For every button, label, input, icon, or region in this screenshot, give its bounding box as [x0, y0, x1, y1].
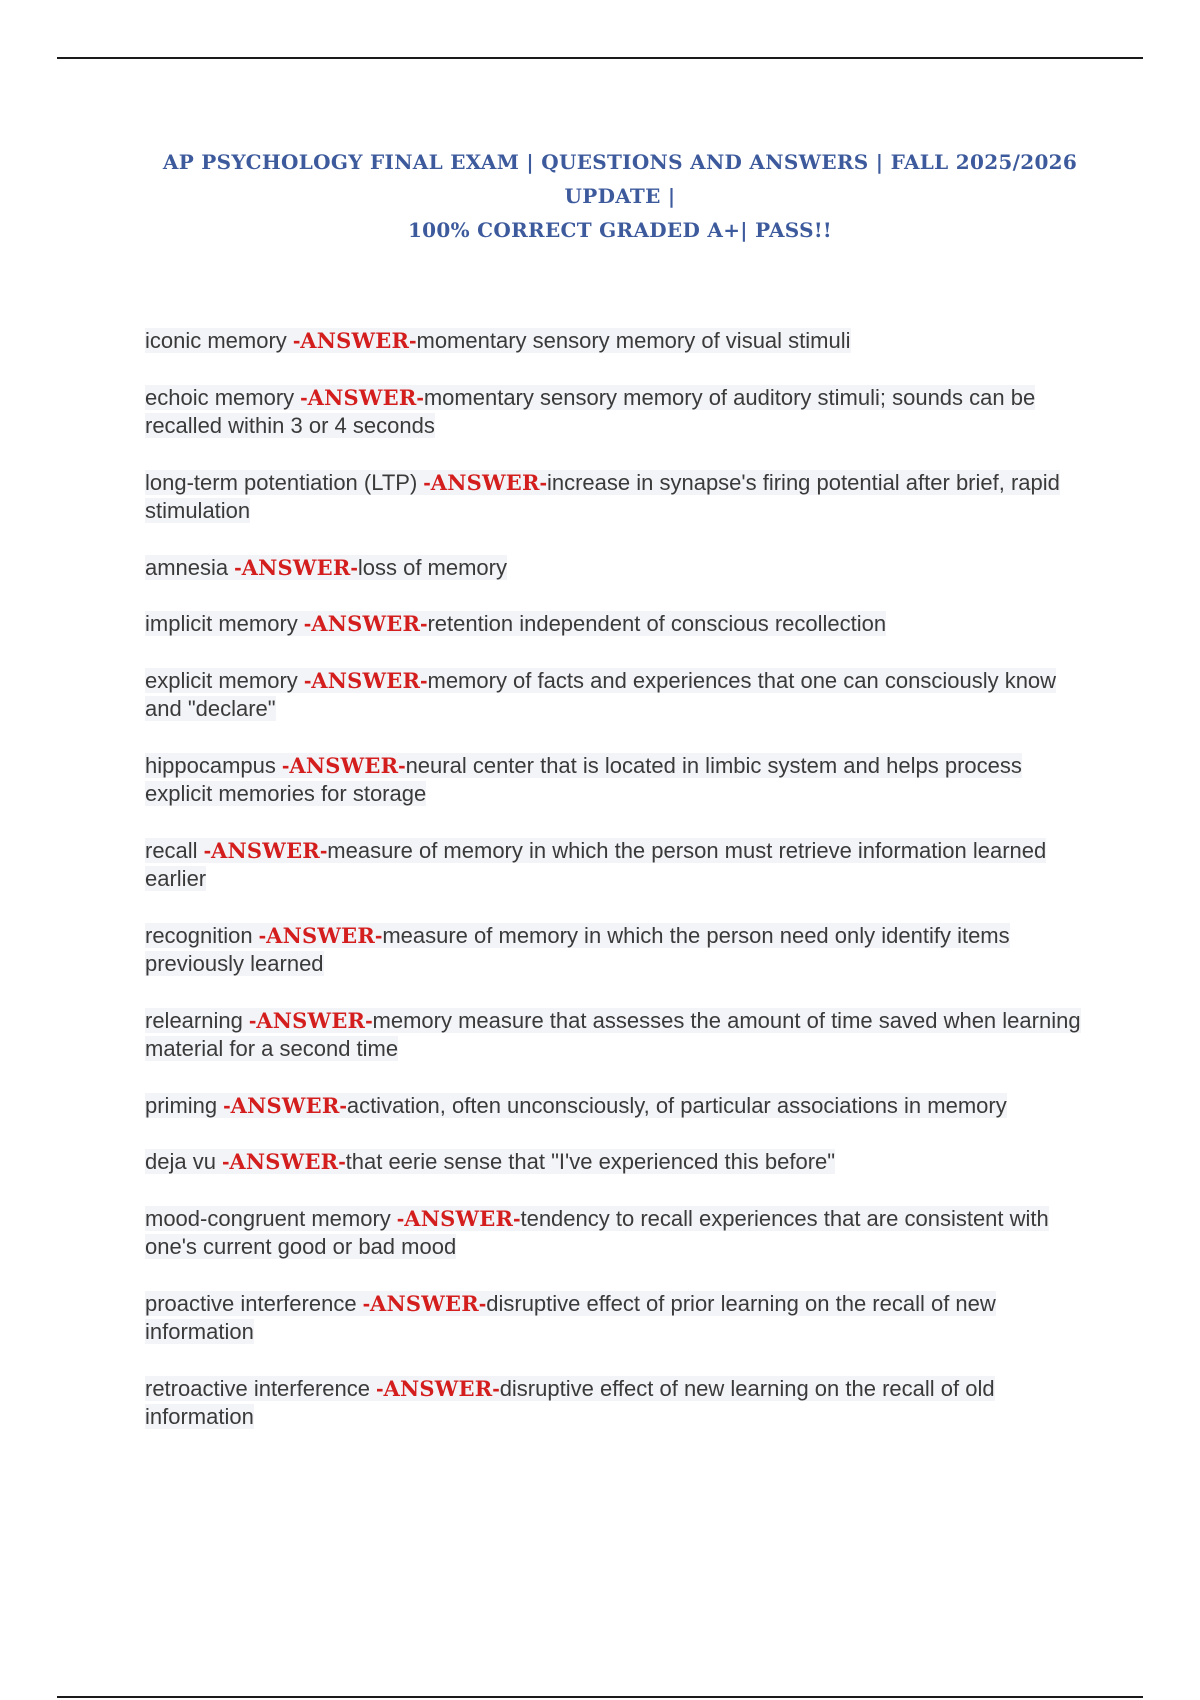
- answer-marker: [300, 385, 424, 410]
- answer-label: ANSWER: [230, 1092, 340, 1118]
- answer-dash: -: [362, 1290, 371, 1316]
- term: explicit memory: [145, 667, 298, 693]
- answer-dash: -: [303, 667, 312, 693]
- qa-entry: [145, 837, 1085, 894]
- answer-dash: -: [319, 837, 328, 863]
- term: long-term potentiation (LTP): [145, 469, 418, 495]
- qa-entry-text: [145, 1376, 995, 1430]
- answer-dash: -: [338, 1149, 346, 1174]
- answer-dash: -: [420, 611, 428, 636]
- qa-entry: [145, 667, 1085, 724]
- definition: retention independent of conscious recollection: [427, 611, 887, 636]
- answer-marker: [376, 1376, 500, 1401]
- term: amnesia: [145, 554, 229, 580]
- term: hippocampus: [145, 752, 276, 778]
- definition: that eerie sense that "I've experienced this before": [345, 1149, 836, 1174]
- answer-dash: -: [234, 554, 242, 580]
- answer-dash: -: [339, 1092, 347, 1118]
- bottom-rule: [57, 1696, 1143, 1698]
- answer-dash: -: [396, 1205, 405, 1231]
- qa-entry: [145, 1290, 1085, 1347]
- answer-dash: -: [409, 328, 417, 353]
- definition: measure of memory in which the person must retrieve information learned earlier: [145, 837, 1047, 891]
- answer-dash: -: [492, 1375, 500, 1401]
- answer-label: ANSWER: [300, 328, 410, 353]
- definition: activation, often unconsciously, of particular associations in memory: [346, 1092, 1007, 1118]
- answer-label: ANSWER: [404, 1205, 514, 1231]
- qa-entry: [145, 1205, 1085, 1262]
- flashcard-list: [145, 327, 1085, 1460]
- answer-dash: -: [292, 328, 301, 353]
- definition: tendency to recall experiences that are consistent with one's current good or bad mood: [145, 1205, 1049, 1259]
- answer-marker: [304, 668, 428, 693]
- answer-dash: -: [478, 1290, 487, 1316]
- qa-entry: [145, 327, 1085, 356]
- qa-entry: [145, 1007, 1085, 1064]
- answer-dash: -: [365, 1007, 373, 1033]
- qa-entry-text: [145, 1291, 996, 1345]
- answer-marker: [397, 1206, 521, 1231]
- answer-dash: -: [222, 1149, 230, 1174]
- answer-label: ANSWER: [241, 554, 351, 580]
- qa-entry: [145, 922, 1085, 979]
- answer-label: ANSWER: [383, 1375, 493, 1401]
- answer-dash: -: [376, 1375, 384, 1401]
- term: retroactive interference: [145, 1375, 370, 1401]
- qa-entry: [145, 1375, 1085, 1432]
- top-rule: [57, 57, 1143, 59]
- qa-entry: [145, 384, 1085, 441]
- definition: disruptive effect of prior learning on the recall of new information: [145, 1290, 996, 1344]
- term: recall: [145, 837, 198, 863]
- answer-label: ANSWER: [211, 837, 320, 863]
- term: deja vu: [145, 1149, 216, 1174]
- answer-dash: -: [513, 1205, 521, 1231]
- answer-marker: [234, 555, 358, 580]
- answer-dash: -: [258, 922, 267, 948]
- term: proactive interference: [145, 1290, 357, 1316]
- qa-entry: [145, 1092, 1085, 1121]
- qa-entry: [145, 610, 1085, 639]
- qa-entry-text: [145, 1206, 1049, 1260]
- qa-entry-text: [145, 668, 1056, 722]
- qa-entry-text: [145, 470, 1060, 524]
- answer-marker: [249, 1008, 373, 1033]
- answer-marker: [222, 1149, 346, 1174]
- answer-label: ANSWER: [370, 1290, 479, 1316]
- qa-entry-text: [145, 1008, 1081, 1062]
- answer-marker: [293, 328, 417, 353]
- answer-marker: [282, 753, 406, 778]
- answer-dash: -: [416, 384, 424, 410]
- qa-entry: [145, 1148, 1085, 1177]
- qa-entry-text: [145, 1149, 835, 1174]
- answer-dash: -: [539, 469, 547, 495]
- answer-dash: -: [375, 922, 383, 948]
- qa-entry: [145, 469, 1085, 526]
- definition: disruptive effect of new learning on the recall of old information: [145, 1375, 995, 1429]
- definition: loss of memory: [357, 554, 507, 580]
- answer-marker: [304, 611, 428, 636]
- qa-entry-text: [145, 1093, 1007, 1118]
- qa-entry-text: [145, 923, 1010, 977]
- answer-marker: [259, 923, 383, 948]
- answer-label: ANSWER: [430, 469, 540, 495]
- definition: neural center that is located in limbic system and helps process explicit memories for storage: [145, 752, 1022, 806]
- answer-dash: -: [420, 667, 428, 693]
- answer-dash: -: [300, 384, 308, 410]
- answer-dash: -: [350, 554, 358, 580]
- term: mood-congruent memory: [145, 1205, 391, 1231]
- qa-entry: [145, 752, 1085, 809]
- answer-dash: -: [223, 1092, 231, 1118]
- qa-entry-text: [145, 328, 851, 353]
- title-line-2: 100% CORRECT GRADED A+| PASS!!: [407, 218, 833, 242]
- answer-dash: -: [203, 837, 212, 863]
- answer-label: ANSWER: [311, 667, 421, 693]
- definition: increase in synapse's firing potential after brief, rapid stimulation: [145, 469, 1060, 523]
- answer-dash: -: [282, 752, 290, 778]
- qa-entry-text: [145, 838, 1046, 892]
- qa-entry-text: [145, 753, 1022, 807]
- term: relearning: [145, 1007, 243, 1033]
- answer-label: ANSWER: [266, 922, 375, 948]
- answer-dash: -: [303, 611, 312, 636]
- title-line-1: AP PSYCHOLOGY FINAL EXAM | QUESTIONS AND ANSWERS | FALL 2025/2026 UPDATE |: [162, 150, 1078, 208]
- term: iconic memory: [145, 328, 287, 353]
- answer-dash: -: [398, 752, 406, 778]
- answer-marker: [423, 470, 547, 495]
- answer-label: ANSWER: [307, 384, 417, 410]
- term: priming: [145, 1092, 218, 1118]
- definition: memory measure that assesses the amount of time saved when learning material for a second time: [145, 1007, 1081, 1061]
- qa-entry: [145, 554, 1085, 583]
- answer-dash: -: [423, 469, 431, 495]
- answer-label: ANSWER: [256, 1007, 366, 1033]
- definition: momentary sensory memory of auditory stimuli; sounds can be recalled within 3 or 4 seconds: [145, 384, 1036, 438]
- term: recognition: [145, 922, 253, 948]
- answer-label: ANSWER: [229, 1149, 339, 1174]
- term: implicit memory: [145, 611, 298, 636]
- answer-label: ANSWER: [289, 752, 399, 778]
- answer-label: ANSWER: [311, 611, 421, 636]
- definition: momentary sensory memory of visual stimuli: [416, 328, 851, 353]
- qa-entry-text: [145, 555, 507, 580]
- qa-entry-text: [145, 611, 886, 636]
- document-title: [150, 145, 1090, 247]
- answer-marker: [363, 1291, 487, 1316]
- qa-entry-text: [145, 385, 1035, 439]
- answer-marker: [223, 1093, 347, 1118]
- term: echoic memory: [145, 384, 295, 410]
- answer-dash: -: [248, 1007, 257, 1033]
- answer-marker: [204, 838, 328, 863]
- definition: memory of facts and experiences that one can consciously know and "declare": [145, 667, 1057, 721]
- definition: measure of memory in which the person need only identify items previously learned: [145, 922, 1010, 976]
